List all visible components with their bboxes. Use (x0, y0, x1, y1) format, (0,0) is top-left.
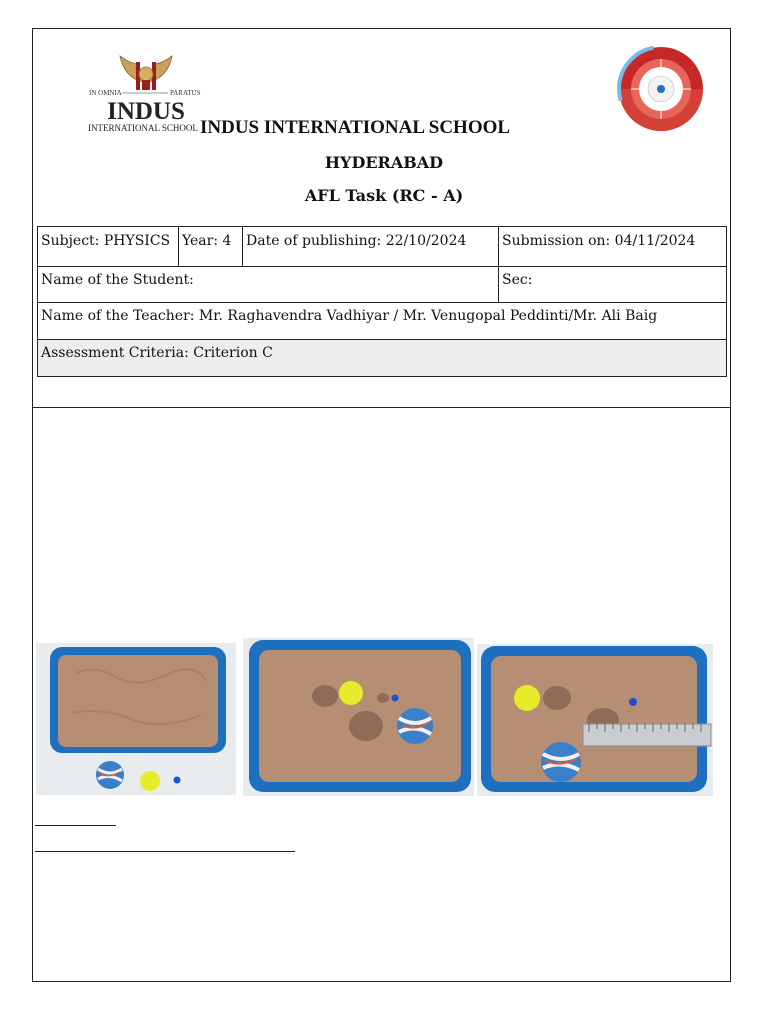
answer-line-short (35, 825, 116, 826)
curriculum-wheel-logo (609, 44, 713, 134)
table-row (38, 340, 726, 376)
svg-text:INDUS: INDUS (107, 98, 185, 125)
section-cell: Sec: (502, 272, 533, 288)
submission-date-cell: Submission on: 04/11/2024 (502, 233, 696, 249)
school-crest-logo (86, 52, 206, 134)
year-cell: Year: 4 (179, 227, 243, 266)
sand-tray-photo-2 (243, 638, 474, 796)
task-title: AFL Task (RC - A) (304, 186, 464, 205)
svg-text:PARATUS: PARATUS (170, 89, 201, 97)
student-name-cell: Name of the Student: (38, 267, 499, 302)
criteria-cell: Assessment Criteria: Criterion C (41, 345, 273, 361)
sand-tray-photo-3 (477, 644, 713, 796)
header-divider (32, 407, 731, 408)
svg-text:INTERNATIONAL SCHOOL: INTERNATIONAL SCHOOL (88, 123, 198, 133)
teacher-cell: Name of the Teacher: Mr. Raghavendra Vadhiyar / Mr. Venugopal Peddinti/Mr. Ali Baig (41, 308, 658, 324)
sand-tray-photo-1 (36, 643, 236, 795)
svg-text:IN OMNIA: IN OMNIA (89, 89, 122, 97)
school-name-heading: INDUS INTERNATIONAL SCHOOL (200, 117, 511, 138)
subject-cell: Subject: PHYSICS (38, 227, 179, 266)
city-heading: HYDERABAD (324, 153, 444, 172)
assignment-info-table (37, 226, 727, 377)
table-row (38, 227, 726, 267)
table-row (38, 303, 726, 340)
answer-line-long (35, 851, 295, 852)
publish-date-cell: Date of publishing: 22/10/2024 (243, 227, 499, 266)
table-row (38, 267, 726, 303)
